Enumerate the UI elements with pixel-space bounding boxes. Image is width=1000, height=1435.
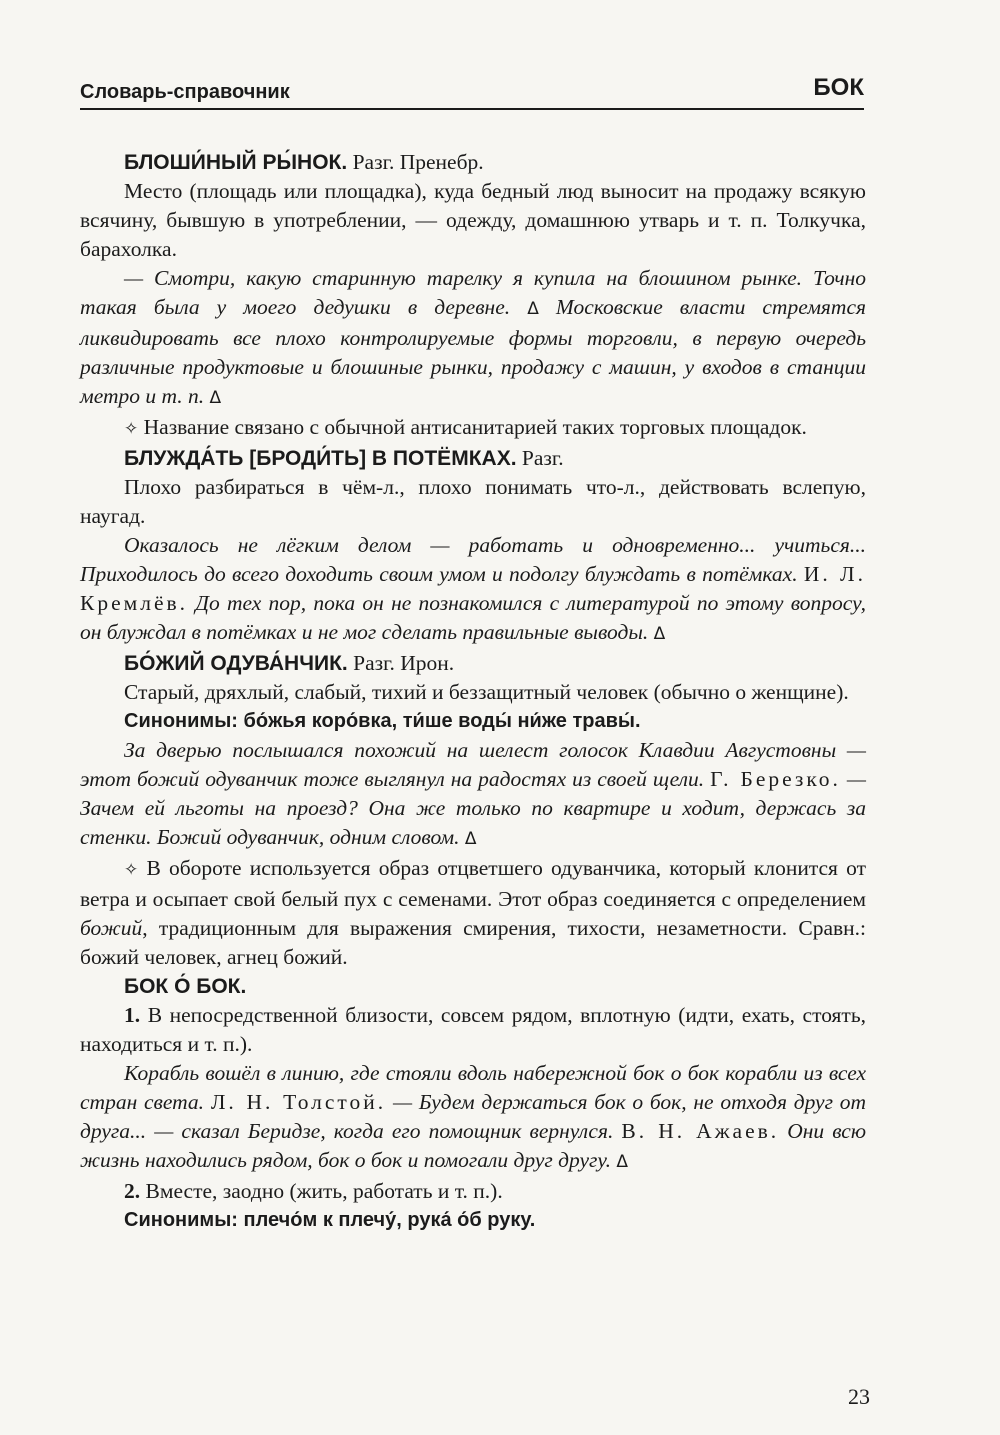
sense-number: 1. <box>124 1003 141 1027</box>
sense-text: В непосредственной близости, совсем рядом, вплотную (идти, ехать, стоять, находиться и т. п.). <box>80 1003 866 1056</box>
synonyms <box>80 1206 866 1235</box>
section-title: Словарь-справочник <box>80 81 290 103</box>
example-text: Корабль вошёл в линию, где стояли вдоль набережной бок о бок корабли из всех стран света. <box>80 1061 866 1114</box>
entry-headline <box>80 148 866 177</box>
author: Л. Н. Толстой. <box>210 1090 387 1114</box>
diamond-icon: ✧ <box>124 860 139 880</box>
usage-labels: Разг. <box>521 446 564 470</box>
etymology-note <box>80 854 866 972</box>
sense-2 <box>80 1177 866 1206</box>
author: В. Н. Ажаев. <box>621 1119 780 1143</box>
definition: Место (площадь или площадка), куда бедный люд выносит на продажу всякую всячину, бывшую в употреблении, — одежду, домашнюю утварь и т. п. Толкучка, барахолка. <box>80 179 866 261</box>
example-text: Московские власти стремятся ликвидировать все плохо контролируемые формы торговли, в первую очередь различные продуктовые и блошиные рынки, продажу с машин, у входов в станции метро и т. п. <box>80 295 866 408</box>
triangle-icon: Δ <box>616 1152 629 1172</box>
definition: Старый, дряхлый, слабый, тихий и беззащитный человек (обычно о женщине). <box>124 680 849 704</box>
note-text: В обороте используется образ отцветшего одуванчика, который клонится от ветра и осыпает свой белый пух с семенами. Этот образ соединяется с определением <box>80 856 866 911</box>
note-text: Название связано с обычной антисанитарией таких торговых площадок. <box>143 415 807 439</box>
page-content <box>80 148 866 1235</box>
diamond-icon: ✧ <box>124 419 139 439</box>
headword: БО́ЖИЙ ОДУВА́НЧИК. <box>124 652 348 675</box>
sense-text: Вместе, заодно (жить, работать и т. п.). <box>145 1179 503 1203</box>
triangle-icon: Δ <box>209 388 222 408</box>
synonyms <box>80 707 866 736</box>
running-head: БОК <box>813 74 864 101</box>
synonyms-label: Синонимы: <box>124 1209 238 1231</box>
entry-headline <box>80 972 866 1001</box>
usage-labels: Разг. Ирон. <box>353 651 455 675</box>
example-text: — Будем держаться бок о бок, не отходя друг от друга... — сказал Беридзе, когда его помощник вернулся. <box>80 1090 867 1143</box>
author: И. Л. Кремлёв. <box>80 562 867 615</box>
example <box>80 736 866 854</box>
headword: БЛУЖДА́ТЬ [БРОДИ́ТЬ] В ПОТЁМКАХ. <box>124 447 517 470</box>
triangle-icon: Δ <box>464 829 477 849</box>
etymology-note <box>80 413 866 444</box>
headword: БОК О́ БОК. <box>124 975 247 998</box>
running-header <box>80 72 864 110</box>
headword: БЛОШИ́НЫЙ РЫ́НОК. <box>124 151 348 174</box>
example <box>80 264 866 413</box>
example-text: За дверью послышался похожий на шелест голосок Клавдии Августовны — этот божий одуванчик тоже выглянул на радостях из своей щели. <box>80 738 866 791</box>
example-text: — Зачем ей льготы на проезд? Она же только по квартире и ходит, держась за стенки. Божий одуванчик, одним словом. <box>80 767 867 849</box>
example-text: До тех пор, пока он не познакомился с литературой по этому вопросу, он блуждал в потёмках и не мог сделать правильные выводы. <box>80 591 867 644</box>
note-emphasis: божий <box>80 916 143 940</box>
example <box>80 1059 866 1177</box>
triangle-icon: Δ <box>527 299 539 319</box>
synonyms-list: бо́жья коро́вка, ти́ше воды́ ни́же травы́. <box>243 710 641 732</box>
example-text: — Смотри, какую старинную тарелку я купила на блошином рынке. Точно такая была у моего дедушки в деревне. <box>80 266 866 319</box>
synonyms-label: Синонимы: <box>124 710 238 732</box>
usage-labels: Разг. Пренебр. <box>352 150 484 174</box>
triangle-icon: Δ <box>653 624 666 644</box>
sense-1 <box>80 1001 866 1059</box>
author: Г. Березко. <box>710 767 841 791</box>
synonyms-list: плечо́м к плечу́, рука́ о́б руку. <box>243 1209 536 1231</box>
page-number: 23 <box>848 1384 870 1409</box>
entry-headline <box>80 649 866 678</box>
example-text: Они всю жизнь находились рядом, бок о бок и помогали друг другу. <box>80 1119 866 1172</box>
note-text: , традиционным для выражения смирения, тихости, незаметности. Сравн.: божий человек, агнец божий. <box>80 916 866 969</box>
example <box>80 531 866 649</box>
sense-number: 2. <box>124 1179 141 1203</box>
definition: Плохо разбираться в чём-л., плохо понимать что-л., действовать вслепую, наугад. <box>80 475 866 528</box>
entry-headline <box>80 444 866 473</box>
example-text: Оказалось не лёгким делом — работать и одновременно... учиться... Приходилось до всего доходить своим умом и подолгу блуждать в потёмках. <box>80 533 866 586</box>
